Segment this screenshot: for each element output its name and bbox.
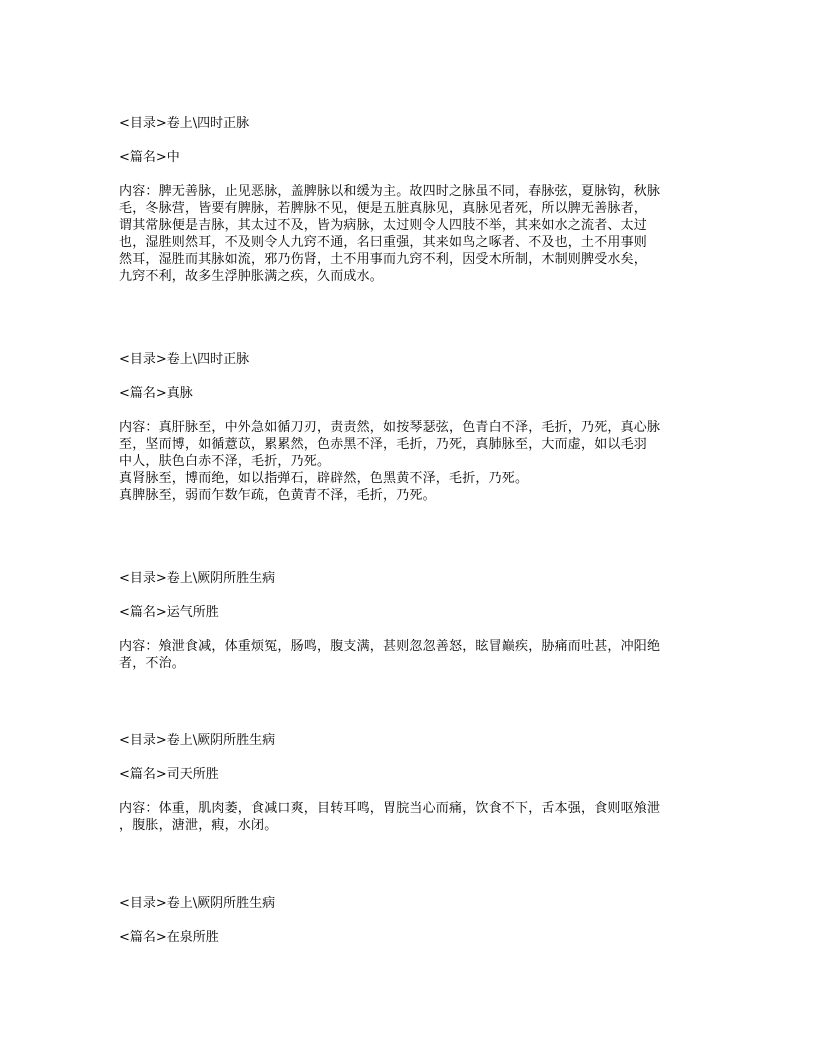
directory-line: <目录>卷上\厥阴所胜生病 — [119, 733, 276, 748]
content-line: 真脾脉至，弱而乍数乍疏，色黄青不泽，毛折，乃死。 — [119, 488, 436, 503]
content-line: 内容：脾无善脉，止见恶脉，盖脾脉以和缓为主。故四时之脉虽不同，春脉弦，夏脉钩，秋脉 — [119, 184, 661, 199]
directory-line: <目录>卷上\厥阴所胜生病 — [119, 571, 276, 586]
chapter-title: <篇名>真脉 — [119, 386, 193, 401]
content-line: 真肾脉至，博而绝，如以指弹石，辟辟然，色黑黄不泽，毛折，乃死。 — [119, 471, 529, 486]
content-line: 中人，肤色白赤不泽，毛折，乃死。 — [119, 454, 331, 469]
chapter-title: <篇名>中 — [119, 150, 180, 165]
content-line: 谓其常脉便是吉脉，其太过不及，皆为病脉，太过则令人四肢不举，其来如水之流者、太过 — [119, 218, 648, 233]
chapter-title: <篇名>司天所胜 — [119, 767, 219, 782]
content-line: 也，湿胜则然耳，不及则令人九窍不通，名曰重强，其来如鸟之啄者、不及也，土不用事则 — [119, 235, 648, 250]
content-block — [119, 419, 699, 504]
entry-section — [119, 895, 699, 946]
entry-section — [119, 351, 699, 504]
content-line: 至，坚而博，如循薏苡，累累然，色赤黑不泽，毛折，乃死，真肺脉至，大而虚，如以毛羽 — [119, 437, 648, 452]
content-line: 然耳，湿胜而其脉如流，邪乃伤肾，土不用事而九窍不利，因受木所制，木制则脾受水矣， — [119, 252, 648, 267]
entry-section — [119, 115, 699, 285]
content-line: 内容：飧泄食减，体重烦冤，肠鸣，腹支满，甚则忽忽善怒，眩冒巅疾，胁痛而吐甚，冲阳绝 — [119, 639, 661, 654]
content-line: ，腹胀，溏泄，瘕，水闭。 — [119, 818, 278, 833]
chapter-title: <篇名>运气所胜 — [119, 605, 219, 620]
content-block — [119, 183, 699, 285]
directory-line: <目录>卷上\四时正脉 — [119, 352, 250, 367]
content-line: 毛，冬脉营，皆要有脾脉，若脾脉不见，便是五脏真脉见，真脉见者死，所以脾无善脉者， — [119, 201, 648, 216]
content-line: 者，不治。 — [119, 656, 186, 671]
directory-line: <目录>卷上\厥阴所胜生病 — [119, 896, 276, 911]
content-block — [119, 638, 699, 672]
directory-line: <目录>卷上\四时正脉 — [119, 116, 250, 131]
entry-section — [119, 732, 699, 834]
content-line: 内容：真肝脉至，中外急如循刀刃，责责然，如按琴瑟弦，色青白不泽，毛折，乃死，真心脉 — [119, 420, 661, 435]
entry-section — [119, 570, 699, 672]
content-block — [119, 800, 699, 834]
content-line: 内容：体重，肌肉萎，食减口爽，目转耳鸣，胃脘当心而痛，饮食不下，舌本强，食则呕飧泄 — [119, 801, 661, 816]
chapter-title: <篇名>在泉所胜 — [119, 930, 219, 945]
content-line: 九窍不利，故多生浮肿胀满之疾，久而成水。 — [119, 269, 384, 284]
